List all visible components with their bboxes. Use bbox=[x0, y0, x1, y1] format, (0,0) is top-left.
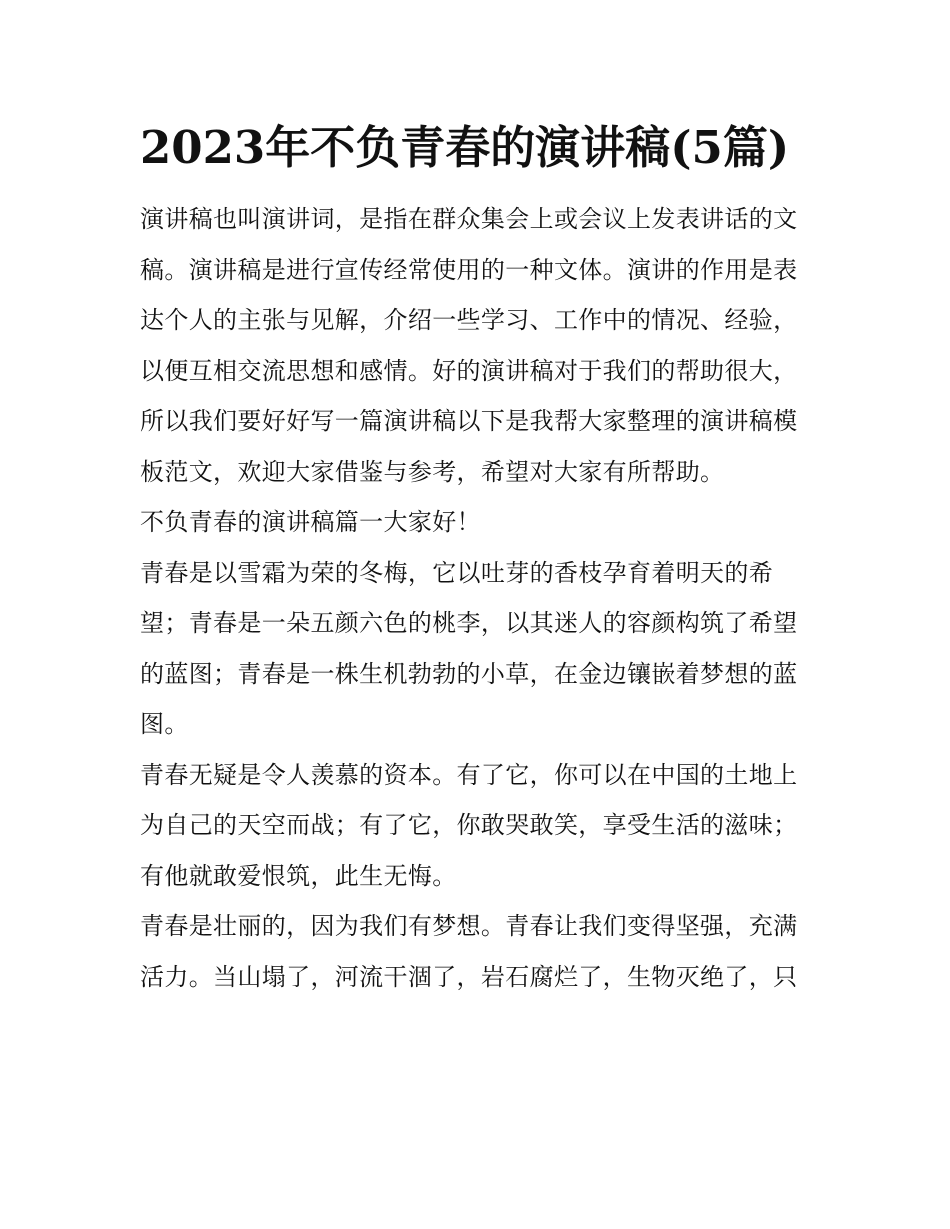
paragraph-body-3: 青春是壮丽的，因为我们有梦想。青春让我们变得坚强，充满活力。当山塌了，河流干涸了，岩石腐烂了，生物灭绝了，只 bbox=[140, 912, 798, 991]
paragraph-body-2: 青春无疑是令人羡慕的资本。有了它，你可以在中国的土地上为自己的天空而战；有了它，你敢哭敢笑，享受生活的滋味；有他就敢爱恨筑，此生无悔。 bbox=[140, 760, 798, 890]
paragraph-body-1: 青春是以雪霜为荣的冬梅，它以吐芽的香枝孕育着明天的希望；青春是一朵五颜六色的桃李，以其迷人的容颜构筑了希望的蓝图；青春是一株生机勃勃的小草，在金边镶嵌着梦想的蓝图。 bbox=[140, 558, 798, 738]
paragraph-intro: 演讲稿也叫演讲词，是指在群众集会上或会议上发表讲话的文稿。演讲稿是进行宣传经常使用的一种文体。演讲的作用是表达个人的主张与见解，介绍一些学习、工作中的情况、经验，以便互相交流思想和感情。好的演讲稿对于我们的帮助很大，所以我们要好好写一篇演讲稿以下是我帮大家整理的演讲稿模板范文，欢迎大家借鉴与参考，希望对大家有所帮助。 bbox=[140, 205, 798, 486]
document-page bbox=[140, 112, 812, 1002]
document-title: 2023年不负青春的演讲稿(5篇) bbox=[140, 121, 790, 174]
paragraph-section-heading: 不负青春的演讲稿篇一大家好！ bbox=[140, 508, 481, 536]
